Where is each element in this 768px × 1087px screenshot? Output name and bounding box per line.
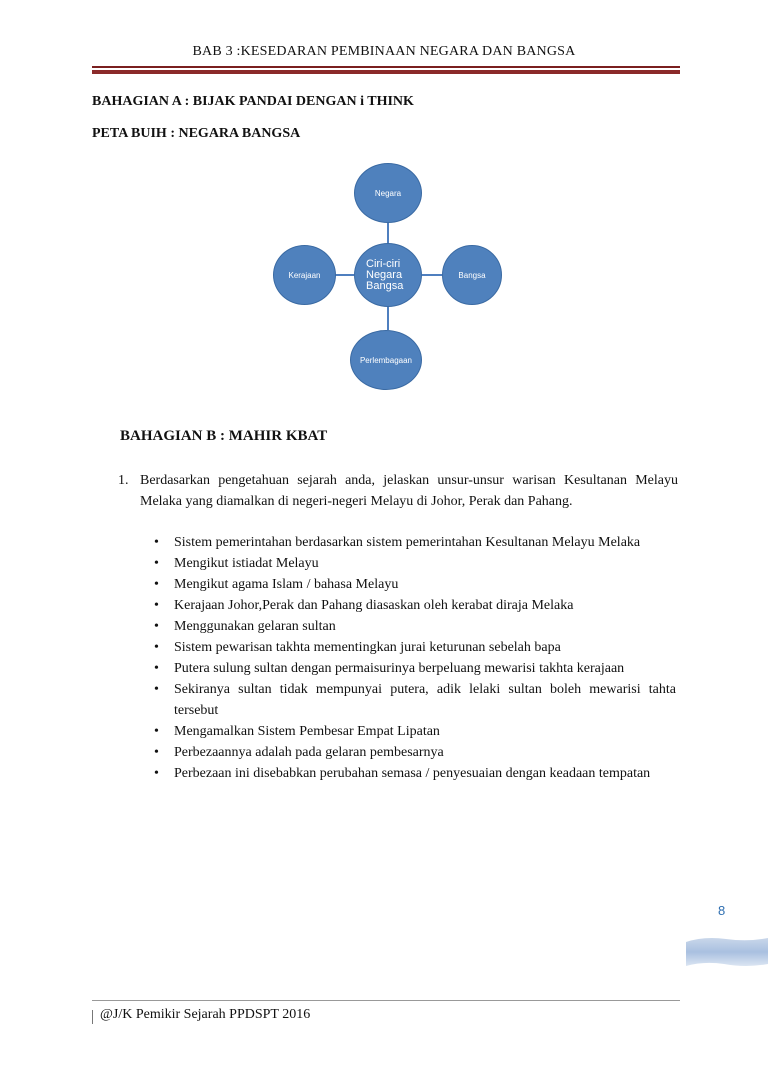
answer-item: • Perbezaan ini disebabkan perubahan semasa / penyesuaian dengan keadaan tempatan xyxy=(154,763,676,784)
question-text: Berdasarkan pengetahuan sejarah anda, jelaskan unsur-unsur warisan Kesultanan Melayu Melaka yang diamalkan di negeri-negeri Melayu di Johor, Perak dan Pahang. xyxy=(140,473,678,509)
footer-bar xyxy=(92,1010,93,1024)
bubble-bottom xyxy=(350,330,422,390)
bubble-map xyxy=(0,0,768,400)
bubble-top xyxy=(354,163,422,223)
answer-item: • Sekiranya sultan tidak mempunyai putera, adik lelaki sultan boleh mewarisi tahta tersebut xyxy=(154,679,676,721)
answer-item: • Mengikut istiadat Melayu xyxy=(154,553,676,574)
footer-rule xyxy=(92,1000,680,1001)
page-header-title: BAB 3 :KESEDARAN PEMBINAAN NEGARA DAN BANGSA xyxy=(192,44,576,59)
section-a-subtitle: PETA BUIH : NEGARA BANGSA xyxy=(92,126,301,141)
question-number: 1. xyxy=(118,473,129,488)
page-number: 8 xyxy=(718,903,726,918)
center-line-1: Ciri-ciri xyxy=(366,257,401,270)
answer-item: • Sistem pemerintahan berdasarkan sistem pemerintahan Kesultanan Melayu Melaka xyxy=(154,532,676,553)
answer-item: • Perbezaannya adalah pada gelaran pembesarnya xyxy=(154,742,676,763)
center-line-3: Bangsa xyxy=(366,279,404,292)
answer-item: • Sistem pewarisan takhta mementingkan jurai keturunan sebelah bapa xyxy=(154,637,676,658)
footer-text: @J/K Pemikir Sejarah PPDSPT 2016 xyxy=(100,1007,311,1022)
section-b-title: BAHAGIAN B : MAHIR KBAT xyxy=(120,428,328,444)
answer-item: • Menggunakan gelaran sultan xyxy=(154,616,676,637)
bubble-center-label xyxy=(366,259,410,292)
bubble-bottom-label: Perlembagaan xyxy=(359,355,413,365)
question-1 xyxy=(118,470,678,512)
bubble-left-label: Kerajaan xyxy=(288,270,321,280)
bubble-top-label: Negara xyxy=(374,188,402,198)
answer-item: • Kerajaan Johor,Perak dan Pahang diasaskan oleh kerabat diraja Melaka xyxy=(154,595,676,616)
connector-right xyxy=(422,274,442,276)
bubble-right xyxy=(442,245,502,305)
answer-item: • Mengikut agama Islam / bahasa Melayu xyxy=(154,574,676,595)
connector-bottom xyxy=(387,300,389,330)
answer-item: • Putera sulung sultan dengan permaisurinya berpeluang mewarisi takhta kerajaan xyxy=(154,658,676,679)
header-rule xyxy=(92,66,680,68)
bubble-center xyxy=(354,243,422,307)
connector-top xyxy=(387,221,389,254)
section-a-title: BAHAGIAN A : BIJAK PANDAI DENGAN i THINK xyxy=(92,94,414,109)
bubble-right-label: Bangsa xyxy=(458,270,486,280)
answer-item: • Mengamalkan Sistem Pembesar Empat Lipatan xyxy=(154,721,676,742)
bubble-left xyxy=(273,245,336,305)
answer-list xyxy=(154,532,676,784)
header-rule-thick xyxy=(92,70,680,74)
center-line-2: Negara xyxy=(366,268,403,281)
page-corner-decoration xyxy=(684,934,768,970)
connector-left xyxy=(334,274,354,276)
